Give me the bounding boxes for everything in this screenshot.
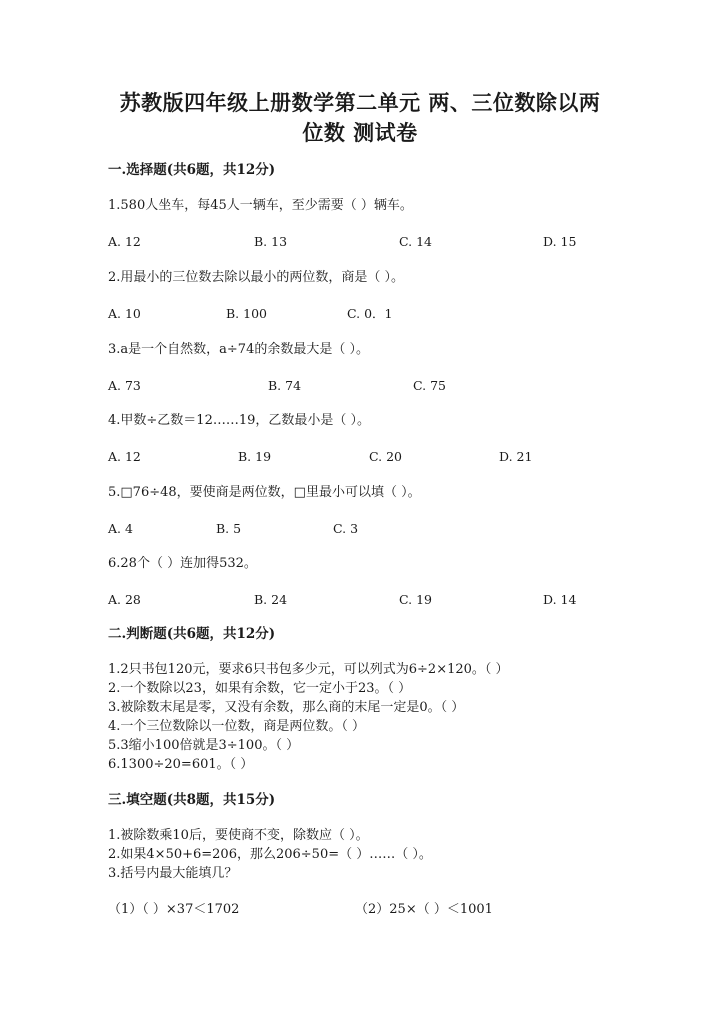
- question-3: 3.a是一个自然数，a÷74的余数最大是（ ）。: [108, 342, 369, 357]
- question-5: 5.□76÷48，要使商是两位数，□里最小可以填（ ）。: [108, 485, 421, 500]
- q4-option-d: D. 21: [499, 449, 533, 464]
- judge-item-1: 1.2只书包120元，要求6只书包多少元，可以列式为6÷2×120。（ ）: [108, 662, 509, 677]
- q4-option-a: A. 12: [108, 449, 141, 464]
- q1-option-a: A. 12: [108, 234, 141, 249]
- q6-option-d: D. 14: [543, 592, 577, 607]
- title-line-1: 苏教版四年级上册数学第二单元 两、三位数除以两: [119, 90, 601, 115]
- question-2: 2.用最小的三位数去除以最小的两位数，商是（ ）。: [108, 270, 405, 285]
- judge-item-2: 2.一个数除以23，如果有余数，它一定小于23。（ ）: [108, 681, 412, 696]
- section-heading-choice: 一.选择题(共6题，共12分): [108, 162, 276, 178]
- judge-item-5: 5.3缩小100倍就是3÷100。（ ）: [108, 738, 300, 753]
- q4-option-b: B. 19: [238, 449, 272, 464]
- q2-option-a: A. 10: [108, 306, 141, 321]
- fill-subitem-2: （2）25×（ ）＜1001: [355, 902, 493, 917]
- q6-option-c: C. 19: [399, 592, 432, 607]
- q4-option-c: C. 20: [369, 449, 402, 464]
- judge-item-3: 3.被除数末尾是零，又没有余数，那么商的末尾一定是0。（ ）: [108, 700, 465, 715]
- q1-option-c: C. 14: [399, 234, 432, 249]
- title-line-2: 位数 测试卷: [302, 120, 418, 145]
- q5-option-c: C. 3: [333, 521, 359, 536]
- q1-option-d: D. 15: [543, 234, 577, 249]
- fill-item-1: 1.被除数乘10后，要使商不变，除数应（ ）。: [108, 828, 369, 843]
- fill-item-2: 2.如果4×50+6=206，那么206÷50=（ ）……（ ）。: [108, 847, 432, 862]
- judge-item-6: 6.1300÷20=601。（ ）: [108, 757, 254, 772]
- q6-option-b: B. 24: [254, 592, 288, 607]
- q1-option-b: B. 13: [254, 234, 288, 249]
- q3-option-b: B. 74: [268, 378, 302, 393]
- q6-option-a: A. 28: [108, 592, 141, 607]
- judge-item-4: 4.一个三位数除以一位数，商是两位数。（ ）: [108, 719, 366, 734]
- q2-option-c: C. 0．1: [347, 306, 393, 321]
- fill-subitem-1: （1）（ ）×37＜1702: [108, 902, 240, 917]
- q5-option-b: B. 5: [216, 521, 242, 536]
- q3-option-a: A. 73: [108, 378, 141, 393]
- q3-option-c: C. 75: [413, 378, 446, 393]
- fill-item-3: 3.括号内最大能填几？: [108, 866, 238, 881]
- section-heading-judge: 二.判断题(共6题，共12分): [108, 626, 276, 642]
- question-6: 6.28个（ ）连加得532。: [108, 556, 257, 571]
- section-heading-fill: 三.填空题(共8题，共15分): [108, 792, 276, 808]
- q5-option-a: A. 4: [108, 521, 133, 536]
- page-title: [100, 88, 620, 148]
- question-4: 4.甲数÷乙数＝12……19，乙数最小是（ ）。: [108, 413, 371, 428]
- q2-option-b: B. 100: [226, 306, 267, 321]
- question-1: 1.580人坐车，每45人一辆车，至少需要（ ）辆车。: [108, 198, 413, 213]
